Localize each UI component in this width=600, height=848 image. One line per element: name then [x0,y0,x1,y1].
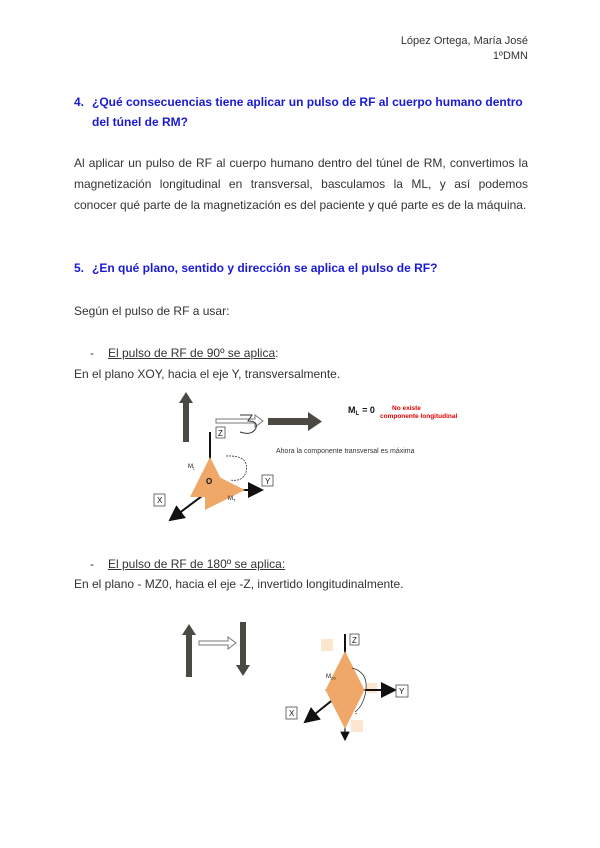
faint-square [321,639,333,651]
header [401,34,528,64]
origin-label: O [206,477,213,486]
question-4-number: 4. [74,95,85,109]
answer-4: Al aplicar un pulso de RF al cuerpo humano dentro del túnel de RM, convertimos la magnetización longitudinal en transversal, basculamos la ML, y así podemos conocer qué parte de la magnetización es del paciente y qué parte es de la máquina. [74,156,528,212]
question-4 [74,92,523,132]
axis-y-label: Y [399,687,405,696]
faint-square [367,683,377,693]
bullet-90 [90,346,279,360]
rotation-arc-icon [226,456,247,480]
transversal-caption: Ahora la componente transversal es máxima [276,448,415,455]
minus-label: - [355,711,358,718]
bullet-180-label: El pulso de RF de 180º se aplica: [108,557,286,571]
axis-z-label: Z [352,636,357,645]
desc-180: En el plano - MZ0, hacia el eje -Z, invertido longitudinalmente. [74,577,404,591]
right-arrow-icon [268,412,322,431]
no-existe-line1: No existe [392,405,421,412]
bullet-90-label: El pulso de RF de 90º se aplica [108,346,276,360]
bullet-90-dash: - [90,346,94,360]
bullet-180 [90,557,285,571]
mz0-label: $M_{Z0}$ [326,674,336,681]
intro-5: Según el pulso de RF a usar: [74,304,230,318]
bullet-90-suffix: : [275,346,279,360]
squiggle-icon [240,415,256,433]
axis-z-label: Z [218,429,223,438]
axis-x-label: X [157,496,163,505]
axis-x-label: X [289,709,295,718]
x-axis [170,490,210,520]
ml-label: $M_L$ [188,464,196,471]
no-existe-line2: componente longitudinal [380,413,458,420]
question-4-line1: ¿Qué consecuencias tiene aplicar un pulso de RF al cuerpo humano dentro [92,95,523,109]
down-arrow-icon [236,622,250,676]
x-axis [305,690,345,722]
ml-zero-label: $M_L = 0$ [348,405,375,417]
desc-90: En el plano XOY, hacia el eje Y, transversalmente. [74,367,341,381]
question-4-line2: del túnel de RM? [92,115,188,129]
mt-label: $M_T$ [228,496,236,503]
author-group: 1ºDMN [492,50,528,62]
faint-square [351,720,363,732]
up-arrow-icon [182,624,196,677]
question-5 [74,258,437,278]
diagram-90-pulse [0,380,600,540]
axis-y-label: Y [265,477,271,486]
question-5-text: ¿En qué plano, sentido y dirección se aplica el pulso de RF? [92,261,438,275]
author-name: López Ortega, María José [400,35,528,47]
question-5-number: 5. [74,261,85,275]
diagram-180-pulse [0,610,600,750]
hollow-arrow-icon [199,637,236,649]
up-arrow-icon [179,392,193,442]
bullet-180-dash: - [90,557,94,571]
